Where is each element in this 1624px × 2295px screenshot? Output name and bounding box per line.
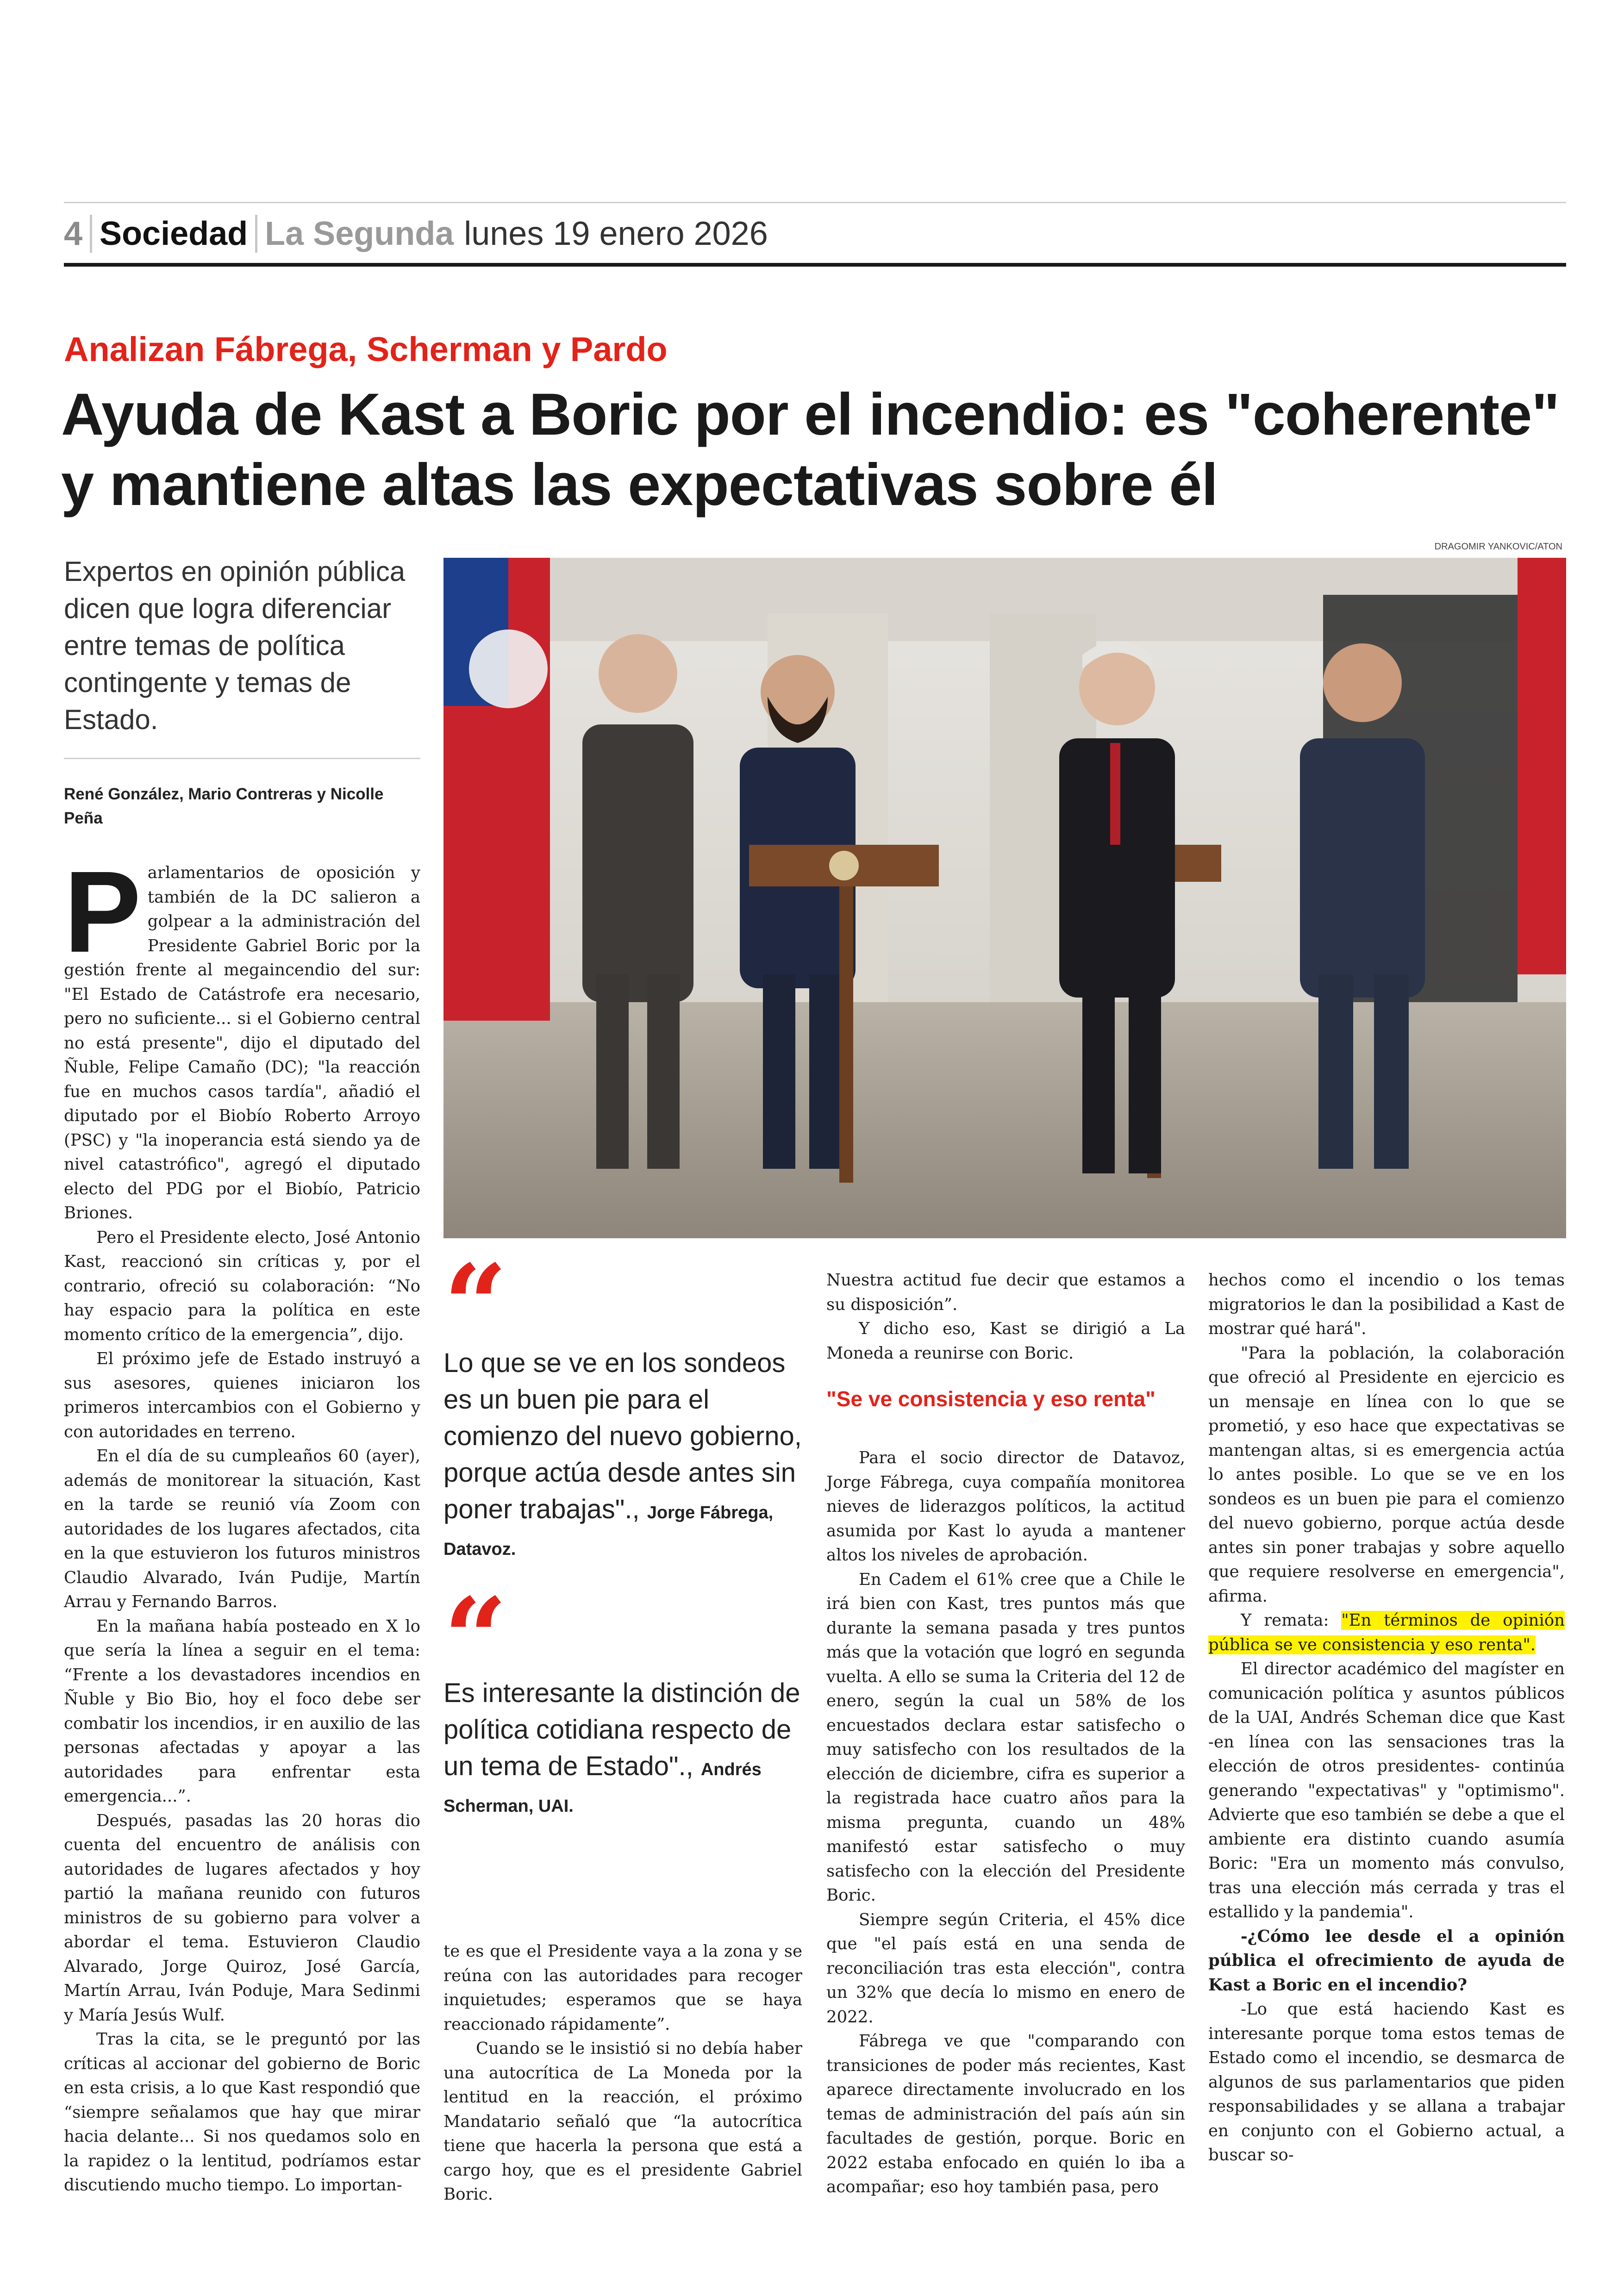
paragraph: Para el socio director de Datavoz, Jorge Fábrega, cuya compañía monitorea nieves de liderazgos políticos, la actitud asumida por Kast lo ayuda a mantener altos los niveles de aprobación. bbox=[826, 1448, 1185, 1565]
paragraph: Cuando se le insistió si no debía haber una autocrítica de La Moneda por la lentitud en la reacción, el próximo Mandatario señaló que “la autocrítica tiene que hacerla la persona que está a cargo hoy, que es el presidente Gabriel Boric. bbox=[443, 2039, 802, 2204]
paragraph: "Para la población, la colaboración que ofreció al Presidente en ejercicio es un mensaje en línea con lo que se prometió, y eso hace que expectativas se mantengan altas, si es emergencia actúa lo antes posible. Lo que se ve en los sondeos es un buen pie para el comienzo del nuevo gobierno, porque actúa desde antes sin poner trabajas y sobre aquello que requiere resolverse en emergencia", afirma. bbox=[1208, 1343, 1565, 1606]
paragraph: Pero el Presidente electo, José Antonio Kast, reaccionó sin críticas y, por el contrario, ofreció su colaboración: “No hay espacio para la política en este momento crítico de la emergencia”, dijo. bbox=[64, 1228, 420, 1344]
article-title: Ayuda de Kast a Boric por el incendio: es "coherente" y mantiene altas las expectativas sobre él bbox=[61, 381, 1559, 518]
header-divider bbox=[90, 215, 92, 253]
paragraph: Después, pasadas las 20 horas dio cuenta del encuentro de análisis con autoridades de lugares afectados y hoy partió la mañana reunido con futuros ministros de su gobierno para volver a abordar el tema. Estuvieron Claudio Alvarado, Jorge Quiroz, José García, Martín Arrau, Iván Poduje, Mara Sedinmi y María Jesús Wulf. bbox=[64, 1811, 420, 2025]
pull-quote-text: Lo que se ve en los sondeos es un buen pie para el comienzo del nuevo gobierno, porque actúa desde antes sin poner trabajas"., bbox=[443, 1348, 802, 1524]
paragraph: te es que el Presidente vaya a la zona y se reúna con las autoridades para recoger inquietudes; esperamos que se haya reaccionado rápidamente”. bbox=[443, 1942, 802, 2034]
paragraph: En el día de su cumpleaños 60 (ayer), además de monitorear la situación, Kast en la tarde se reunió vía Zoom con autoridades de los lugares afectados, cita en la que estuvieron los futuros ministros Claudio Alvarado, Iván Pudije, Martín Arrau y Fernando Barros. bbox=[64, 1447, 420, 1611]
header-bottom-rule bbox=[64, 263, 1566, 267]
quote-mark-icon: “ bbox=[443, 1573, 499, 1704]
paragraph: El director académico del magíster en comunicación política y asuntos públicos de la UAI, Andrés Scheman dice que Kast -en línea con las sensaciones tras la elección de otros presidentes- continúa generando "expectativas" y "optimismo". Advierte que eso también se debe a que el ambiente era distinto cuando asumía Boric: "Era un momento más convulso, tras una elección más cerrada y tras el estallido y la pandemia". bbox=[1208, 1659, 1565, 1921]
lede-divider bbox=[64, 758, 420, 759]
pull-quote-source: Jorge Fábrega, Datavoz. bbox=[443, 1503, 774, 1559]
article-subhead: "Se ve consistencia y eso renta" bbox=[826, 1387, 1156, 1411]
article-column-1 bbox=[64, 847, 420, 2198]
page-number: 4 bbox=[64, 215, 83, 252]
paragraph: Nuestra actitud fue decir que estamos a su disposición”. bbox=[826, 1271, 1185, 1314]
header-top-rule bbox=[64, 202, 1566, 203]
paragraph: hechos como el incendio o los temas migratorios le dan la posibilidad a Kast de mostrar qué hará". bbox=[1208, 1271, 1565, 1338]
interview-answer: -Lo que está haciendo Kast es interesante porque toma estos temas de Estado como el incendio, se desmarca de algunos de sus parlamentarios que piden responsabilidades y se allana a trabajar en conjunto con el Gobierno actual, a buscar so- bbox=[1208, 2000, 1565, 2164]
highlighted-quote: "En términos de opinión pública se ve consistencia y eso renta". bbox=[1208, 1611, 1565, 1654]
pull-quote-text: Es interesante la distinción de política cotidiana respecto de un tema de Estado"., bbox=[443, 1678, 800, 1781]
header-divider bbox=[255, 215, 257, 253]
quote-mark-icon: “ bbox=[443, 1240, 499, 1371]
pull-quote-2 bbox=[443, 1675, 805, 1821]
article-photo bbox=[443, 558, 1566, 1238]
paragraph: Fábrega ve que "comparando con transiciones de poder más recientes, Kast aparece directamente involucrado en los temas de administración del país aún sin facultades de gestión, porque. Boric en 2022 estaba enfocado en quién lo iba a acompañar; eso hoy también pasa, pero bbox=[826, 2032, 1185, 2196]
article-column-3-top bbox=[826, 1268, 1185, 1366]
paragraph: arlamentarios de oposición y también de la DC salieron a golpear a la administración del Presidente Gabriel Boric por la gestión frente al megaincendio del sur: "El Estado de Catástrofe era necesario, pero no suficiente... si el Gobierno central no está presente", dijo el diputado del Ñuble, Felipe Camaño (DC); "la reacción fue en muchos casos tardía", añadió el diputado por el Biobío Roberto Arroyo (PSC) y "la inoperancia está siendo ya de nivel catastrófico", agregó el diputado electo del PDG por el Biobío, Patricio Briones. bbox=[64, 863, 420, 1222]
pull-quote-source: Andrés Scherman, UAI. bbox=[443, 1760, 762, 1816]
publication-name: La Segunda bbox=[265, 215, 454, 252]
drop-cap: P bbox=[64, 847, 141, 976]
page-header bbox=[64, 208, 768, 259]
paragraph: En Cadem el 61% cree que a Chile le irá bien con Kast, tres puntos más que durante la semana pasada y tres puntos más que la votación que logró en segunda vuelta. A ello se suma la Criteria del 12 de enero, según la cual un 58% de los encuestados declara estar satisfecho o muy satisfecho con los resultados de la elección de diciembre, cifra es superior a la registrada hace cuatro años para la misma pregunta, cuando un 48% manifestó estar satisfecho o muy satisfecho con la elección del Presidente Boric. bbox=[826, 1570, 1185, 1905]
section-name: Sociedad bbox=[100, 215, 248, 252]
paragraph-remata bbox=[1208, 1609, 1565, 1657]
interview-question: -¿Cómo lee desde el a opinión pública el ofrecimiento de ayuda de Kast a Boric en el incendio? bbox=[1208, 1927, 1565, 1995]
paragraph: Y dicho eso, Kast se dirigió a La Moneda a reunirse con Boric. bbox=[826, 1319, 1185, 1363]
article-column-2 bbox=[443, 1940, 802, 2207]
article-byline: René González, Mario Contreras y Nicolle Peña bbox=[64, 785, 384, 827]
article-column-3 bbox=[826, 1446, 1185, 2200]
paragraph: Tras la cita, se le preguntó por las críticas al accionar del gobierno de Boric en esta crisis, a lo que Kast respondió que “siempre señalamos que hay que mirar hacia delante... Si nos quedamos solo en la rapidez o la lentitud, podríamos estar discutiendo mucho tiempo. Lo importan- bbox=[64, 2030, 420, 2195]
photo-credit: DRAGOMIR YANKOVIC/ATON bbox=[1434, 542, 1562, 552]
paragraph: En la mañana había posteado en X lo que sería la línea a seguir en el tema: “Frente a los devastadores incendios en Ñuble y Bio Bio, hoy el foco debe ser combatir los incendios, ir en auxilio de las personas afectadas y apoyar a las autoridades para enfrentar esta emergencia...”. bbox=[64, 1616, 420, 1806]
remata-prefix: Y remata: bbox=[1241, 1611, 1342, 1630]
paragraph: El próximo jefe de Estado instruyó a sus asesores, quienes iniciaron los primeros intercambios con el Gobierno y con autoridades en terreno. bbox=[64, 1349, 420, 1441]
pull-quote-1 bbox=[443, 1345, 805, 1564]
article-column-4 bbox=[1208, 1268, 1565, 2168]
issue-date: lunes 19 enero 2026 bbox=[464, 215, 768, 252]
article-lede: Expertos en opinión pública dicen que logra diferenciar entre temas de política contingente y temas de Estado. bbox=[64, 556, 406, 735]
article-kicker: Analizan Fábrega, Scherman y Pardo bbox=[64, 330, 668, 368]
paragraph: Siempre según Criteria, el 45% dice que "el país está en una senda de reconciliación tras esta elección", contra un 32% que decía lo mismo en enero de 2022. bbox=[826, 1910, 1185, 2027]
